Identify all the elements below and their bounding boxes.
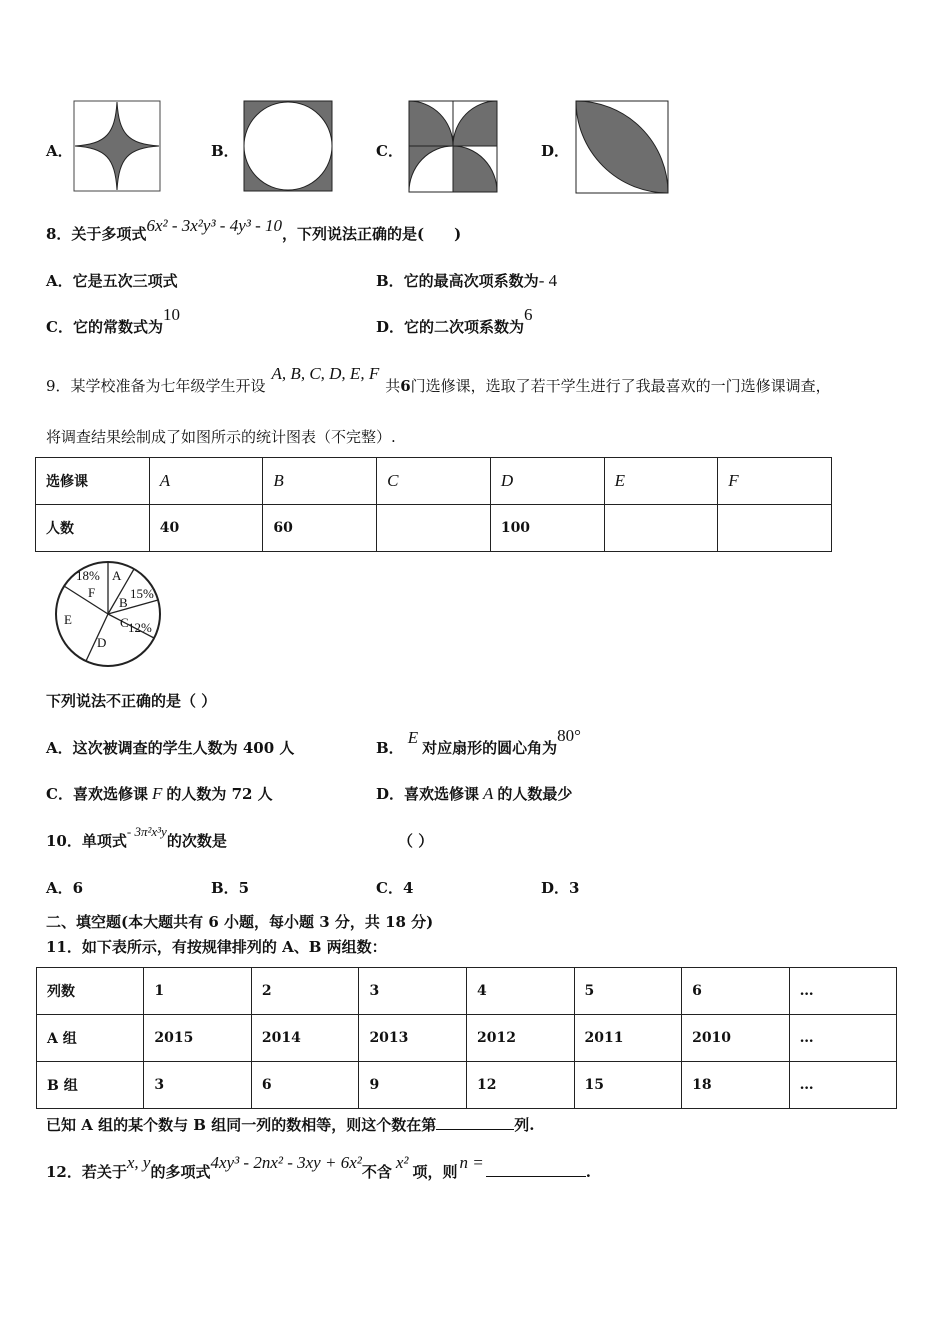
q11-table-row — [37, 968, 897, 1015]
q7-figure-b — [243, 100, 333, 192]
q10-monomial: - 3π²x³y — [126, 824, 167, 839]
q9-table-cell: 100 — [490, 505, 604, 552]
q7-option-b-label: B． — [211, 142, 239, 160]
q9-table-cell: C — [377, 458, 491, 505]
q11-table-cell: 1 — [144, 968, 252, 1015]
q9-table-cell: 40 — [149, 505, 263, 552]
pie-label: C — [120, 615, 129, 630]
pie-label: A — [112, 568, 122, 583]
q11-table-cell: 2 — [251, 968, 359, 1015]
q9-course-list: A, B, C, D, E, F — [271, 364, 380, 383]
q9-table-cell — [604, 505, 718, 552]
q11-table-row — [37, 1015, 897, 1062]
q11-table-cell: 15 — [574, 1062, 682, 1109]
q11-table-cell: 2013 — [359, 1015, 467, 1062]
q9-table-cell — [377, 505, 491, 552]
q11-table-header: A 组 — [37, 1015, 144, 1062]
q8-option-c: C．它的常数式为10 — [46, 305, 180, 336]
pie-label: E — [64, 612, 72, 627]
q11-table-cell: … — [789, 968, 896, 1015]
q9-table-cell: 60 — [263, 505, 377, 552]
q7-option-a-label: A． — [46, 142, 73, 160]
q11-table-cell: 18 — [682, 1062, 790, 1109]
q11-table-header: B 组 — [37, 1062, 144, 1109]
pie-label: 18% — [76, 568, 100, 583]
q9-table-header: 人数 — [36, 505, 150, 552]
q11-table-cell: 2014 — [251, 1015, 359, 1062]
q9-table-cell: A — [149, 458, 263, 505]
q11-table-header: 列数 — [37, 968, 144, 1015]
q9-table-row-count — [36, 505, 832, 552]
q9-table-cell: D — [490, 458, 604, 505]
q11-table-cell: 6 — [682, 968, 790, 1015]
q11-table-cell: 9 — [359, 1062, 467, 1109]
q11-table-cell: 4 — [466, 968, 574, 1015]
q11-stem: 11．如下表所示，有按规律排列的 A、B 两组数： — [46, 938, 387, 956]
q8-polynomial: 6x² - 3x²y³ - 4y³ - 10 — [146, 216, 283, 235]
q7-figure-a — [73, 100, 161, 192]
q12-stem: 12．若关于x, y的多项式4xy³ - 2nx² - 3xy + 6x²不含 x² 项，则 n = . — [46, 1153, 591, 1181]
q9-table-row-course — [36, 458, 832, 505]
q10-option-d: D．3 — [541, 879, 580, 897]
q11-answer-blank[interactable] — [436, 1115, 514, 1130]
q9-table-cell: B — [263, 458, 377, 505]
q9-table — [35, 457, 832, 552]
q12-polynomial: 4xy³ - 2nx² - 3xy + 6x² — [210, 1153, 362, 1172]
q10-option-a: A．6 — [46, 879, 84, 897]
q11-table — [36, 967, 897, 1109]
q11-table-cell: 2010 — [682, 1015, 790, 1062]
pie-label: 12% — [128, 620, 152, 635]
q10-answer-paren: （ ） — [398, 832, 434, 850]
q11-table-cell: 2015 — [144, 1015, 252, 1062]
q9-table-cell: E — [604, 458, 718, 505]
q9-pie-chart — [50, 560, 168, 670]
q11-table-cell: … — [789, 1062, 896, 1109]
q9-question: 下列说法不正确的是（ ） — [46, 692, 217, 710]
q7-option-c-label: C． — [376, 142, 403, 160]
q8-stem: 8．关于多项式6x² - 3x²y³ - 4y³ - 10，下列说法正确的是( ) — [46, 216, 462, 243]
q10-option-c: C．4 — [376, 879, 414, 897]
q9-table-cell: F — [718, 458, 832, 505]
pie-label: D — [97, 635, 107, 650]
q11-statement: 已知 A 组的某个数与 B 组同一列的数相等，则这个数在第 列. — [46, 1116, 535, 1134]
q10-option-b: B．5 — [211, 879, 250, 897]
pie-label: 15% — [130, 586, 154, 601]
q8-option-d: D．它的二次项系数为6 — [376, 305, 533, 336]
q8-option-a: A．它是五次三项式 — [46, 272, 178, 290]
q9-stem: 9．某学校准备为七年级学生开设A, B, C, D, E, F共6门选修课，选取了若干学生进行了我最喜欢的一门选修课调查， — [46, 364, 831, 395]
q7-figure-d — [575, 100, 669, 194]
q9-table-header: 选修课 — [36, 458, 150, 505]
q8-option-b: B．它的最高次项系数为- 4 — [376, 271, 558, 290]
q11-table-cell: 5 — [574, 968, 682, 1015]
q9-option-c: C．喜欢选修课 F 的人数为 72 人 — [46, 784, 273, 803]
q11-table-cell: 3 — [359, 968, 467, 1015]
q11-table-cell: 2011 — [574, 1015, 682, 1062]
q9-table-cell — [718, 505, 832, 552]
pie-label: B — [119, 595, 128, 610]
q9-option-b: B．E对应扇形的圆心角为80° — [376, 726, 581, 757]
q11-table-cell: … — [789, 1015, 896, 1062]
q11-table-row — [37, 1062, 897, 1109]
q11-table-cell: 3 — [144, 1062, 252, 1109]
q11-table-cell: 12 — [466, 1062, 574, 1109]
section-title: 二、填空题(本大题共有 6 小题，每小题 3 分，共 18 分) — [46, 913, 434, 931]
q9-option-d: D．喜欢选修课 A 的人数最少 — [376, 784, 573, 803]
q10-stem: 10．单项式- 3π²x³y的次数是 — [46, 824, 227, 850]
q11-table-cell: 6 — [251, 1062, 359, 1109]
q7-figure-c — [408, 100, 498, 193]
q9-stem-line2: 将调查结果绘制成了如图所示的统计图表（不完整）. — [46, 428, 396, 446]
q7-option-d-label: D． — [541, 142, 570, 160]
pie-label: F — [88, 585, 96, 600]
q9-option-a: A．这次被调查的学生人数为 400 人 — [46, 739, 295, 757]
q12-answer-blank[interactable] — [486, 1162, 586, 1177]
q11-table-cell: 2012 — [466, 1015, 574, 1062]
